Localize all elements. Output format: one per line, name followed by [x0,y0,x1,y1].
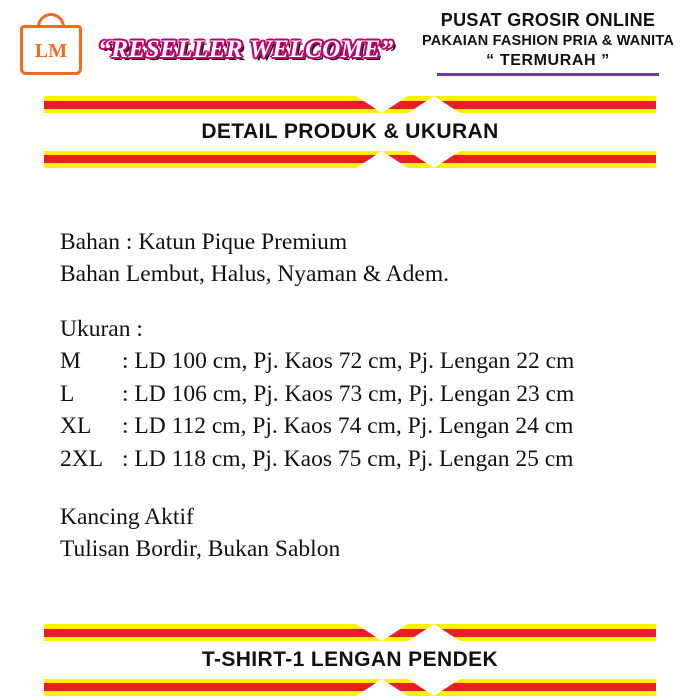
size-label: L [60,380,75,407]
store-subtitle: PAKAIAN FASHION PRIA & WANITA [421,32,675,49]
banner-bar-top [44,96,656,113]
banner-bar-bottom [44,679,656,696]
material-line-1: Bahan : Katun Pique Premium [60,229,348,255]
banner-bar-red [44,101,656,109]
size-label: XL [60,413,92,440]
size-spec: : LD 112 cm, Pj. Kaos 74 cm, Pj. Lengan 24 cm [122,413,574,440]
brand-logo [0,4,96,88]
banner-bar-red [44,683,656,691]
size-row [60,410,700,442]
size-heading: Ukuran : [60,315,143,342]
banner-notch-right [408,679,460,696]
note-line-1: Kancing Aktif [60,503,194,530]
note-line-2: Tulisan Bordir, Bukan Sablon [60,536,341,563]
product-name-banner [44,624,656,696]
size-row [60,345,700,377]
size-spec: : LD 118 cm, Pj. Kaos 75 cm, Pj. Lengan 25 cm [122,445,574,472]
page-header [0,0,700,88]
top-banner-area [0,96,700,168]
banner-bar-top [44,624,656,641]
reseller-welcome-banner [96,4,396,88]
banner-bar-bottom [44,151,656,168]
banner-notch-right [408,96,460,113]
banner-notch-left [356,679,408,696]
spacer [60,475,700,501]
size-spec: : LD 106 cm, Pj. Kaos 73 cm, Pj. Lengan 23 cm [122,380,575,407]
banner-bar-red [44,155,656,163]
size-row [60,378,700,410]
store-title: PUSAT GROSIR ONLINE [440,10,656,30]
header-titles [396,4,700,88]
product-name-title: T-SHIRT-1 LENGAN PENDEK [201,648,499,671]
detail-banner [44,96,656,168]
banner-notch-right [408,624,460,641]
spacer [60,291,700,313]
size-label: 2XL [60,445,104,472]
banner-notch-right [408,151,460,168]
banner-bar-red [44,629,656,637]
reseller-welcome-text: “RESELLER WELCOME” [98,36,394,63]
banner-notch-left [356,624,408,641]
logo-text: LM [34,40,68,62]
detail-banner-title: DETAIL PRODUK & UKURAN [201,120,499,143]
banner-notch-left [356,151,408,168]
size-row [60,443,700,475]
shopping-bag-icon [20,25,82,75]
store-tagline: “ TERMURAH ” [486,51,610,69]
product-detail-text [0,226,700,566]
size-label: M [60,348,81,375]
bottom-banner-area [0,624,700,696]
banner-notch-left [356,96,408,113]
header-divider [437,73,659,76]
size-spec: : LD 100 cm, Pj. Kaos 72 cm, Pj. Lengan 22 cm [122,348,575,375]
material-line-2: Bahan Lembut, Halus, Nyaman & Adem. [60,261,449,288]
